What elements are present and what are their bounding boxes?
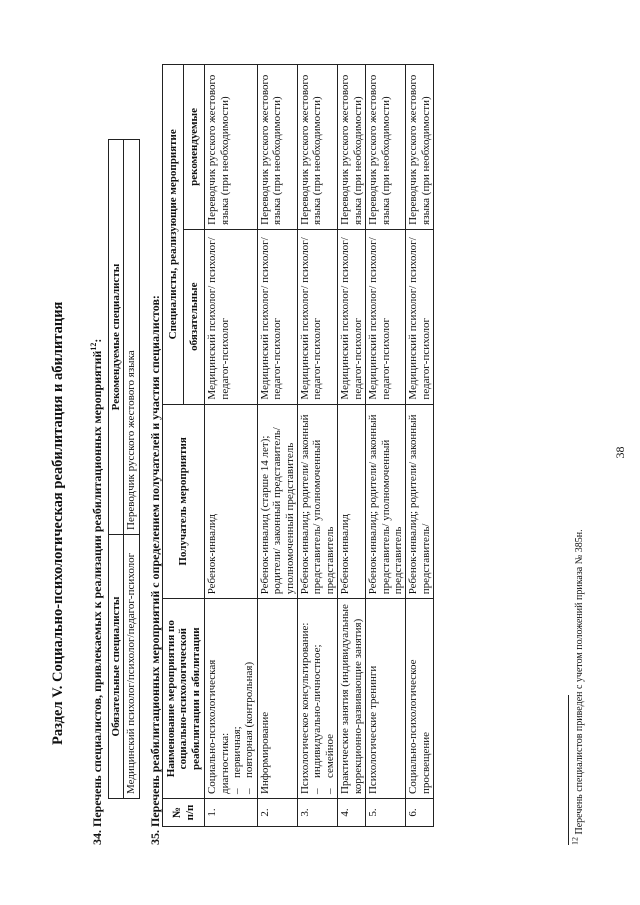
recipient-cell: Ребенок-инвалид xyxy=(205,404,258,599)
row-number: 4. xyxy=(338,799,366,827)
section-title: Раздел V. Социально-психологическая реабилитация и абилитация xyxy=(50,301,66,745)
table-row xyxy=(257,65,297,827)
required-cell: Медицинский психолог/ психолог/педагог-психолог xyxy=(298,229,338,404)
measure-name: Психологические тренинги xyxy=(366,599,406,799)
table-row xyxy=(366,65,406,827)
table-row xyxy=(298,65,338,827)
recommended-cell: Переводчик русского жестового языка (при необходимости) xyxy=(205,65,258,230)
recipient-cell: Ребенок-инвалид; родители/ законный представитель/ xyxy=(406,404,434,599)
recommended-cell: Переводчик русского жестового языка (при необходимости) xyxy=(338,65,366,230)
footnote-reference: 12 xyxy=(89,342,98,351)
item-34-caption-tail: : xyxy=(90,338,104,343)
row-number: 6. xyxy=(406,799,434,827)
footnote-mark: 12 xyxy=(570,837,580,845)
required-cell: Медицинский психолог/ психолог/педагог-психолог xyxy=(338,229,366,404)
required-cell: Медицинский психолог/ психолог/педагог-психолог xyxy=(406,229,434,404)
recipient-cell: Ребенок-инвалид xyxy=(338,404,366,599)
item-34-caption xyxy=(90,339,105,845)
measure-name: Информирование xyxy=(257,599,297,799)
measure-title: Психологическое консультирование: xyxy=(299,622,312,795)
recipient-cell: Ребенок-инвалид (старше 14 лет); родители/ законный представитель/ уполномоченный представитель xyxy=(257,404,297,599)
measure-name xyxy=(205,599,258,799)
measure-title: Социально-психологическая диагностика: xyxy=(206,659,231,795)
list-item: – семейное xyxy=(324,603,336,794)
page-number: 38 xyxy=(613,446,627,459)
measure-name: Социально-психологическое просвещение xyxy=(406,599,434,799)
row-number: 1. xyxy=(205,799,258,827)
header-recommended: рекомендуемые xyxy=(184,65,205,230)
footnote-text: Перечень специалистов приведен с учетом положений приказа № 385н. xyxy=(574,529,585,837)
required-cell: Медицинский психолог/ психолог/педагог-психолог xyxy=(205,229,258,404)
required-cell: Медицинский психолог/ психолог/педагог-психолог xyxy=(366,229,406,404)
recommended-cell: Переводчик русского жестового языка (при необходимости) xyxy=(257,65,297,230)
measure-name xyxy=(298,599,338,799)
rehabilitation-measures-table xyxy=(162,64,434,827)
recipient-cell: Ребенок-инвалид; родители/ законный представитель/ уполномоченный представитель xyxy=(298,404,338,599)
row-number: 3. xyxy=(298,799,338,827)
list-item: – повторная (контрольная) xyxy=(243,603,255,794)
recommended-specialists-header: Рекомендуемые специалисты xyxy=(109,140,124,535)
item-35-caption: 35. Перечень реабилитационных мероприятий с определением получателей и участия специалистов: xyxy=(148,295,162,845)
list-item: – индивидуально-личностное; xyxy=(311,603,323,794)
list-item: – первичная; xyxy=(231,603,243,794)
table-row xyxy=(205,65,258,827)
recommended-specialists-cell: Переводчик русского жестового языка xyxy=(124,140,140,535)
required-specialists-cell: Медицинский психолог/психолог/педагог-психолог xyxy=(124,535,140,799)
recommended-cell: Переводчик русского жестового языка (при необходимости) xyxy=(298,65,338,230)
table-row xyxy=(338,65,366,827)
row-number: 5. xyxy=(366,799,406,827)
header-number: № п/п xyxy=(163,799,205,827)
header-measure-name: Наименование мероприятия по социально-психологической реабилитации и абилитации xyxy=(163,599,205,799)
table-row xyxy=(406,65,434,827)
measure-subitems xyxy=(311,603,336,794)
footnote-divider xyxy=(568,695,569,845)
recipient-cell: Ребенок-инвалид; родители/ законный представитель/ уполномоченный представитель xyxy=(366,404,406,599)
measure-subitems xyxy=(231,603,256,794)
recommended-cell: Переводчик русского жестового языка (при необходимости) xyxy=(366,65,406,230)
header-recipient: Получатель мероприятия xyxy=(163,404,205,599)
measure-name: Практические занятия (индивидуальные коррекционно-развивающие занятия) xyxy=(338,599,366,799)
item-34-caption-text: 34. Перечень специалистов, привлекаемых к реализации реабилитационных мероприятий xyxy=(90,350,104,845)
header-required: обязательные xyxy=(184,229,205,404)
row-number: 2. xyxy=(257,799,297,827)
required-cell: Медицинский психолог/ психолог/педагог-психолог xyxy=(257,229,297,404)
footnote xyxy=(570,529,585,845)
header-specialists: Специалисты, реализующие мероприятие xyxy=(163,65,184,405)
recommended-cell: Переводчик русского жестового языка (при необходимости) xyxy=(406,65,434,230)
required-specialists-header: Обязательные специалисты xyxy=(109,535,124,799)
specialists-table xyxy=(108,139,140,799)
